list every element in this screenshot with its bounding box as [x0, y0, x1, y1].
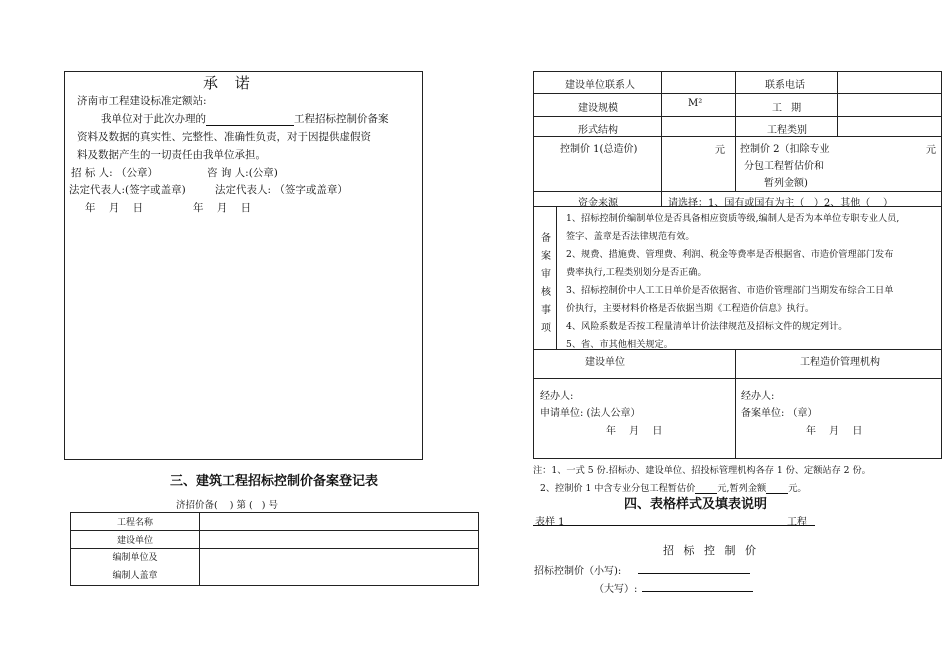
phone-label: 联系电话 — [765, 80, 805, 91]
funds-label: 资金来源 — [578, 198, 618, 209]
yuan1: 元 — [715, 145, 725, 156]
vline — [837, 71, 838, 136]
section4-heading: 四、表格样式及填表说明 — [624, 497, 768, 512]
pledge-line-3: 料及数据产生的一切责任由我单位承担。 — [77, 149, 266, 161]
price-upper-label: （大写）: — [594, 584, 638, 595]
registry-label-builder: 建设单位 — [71, 531, 200, 549]
price2-line-3: 暂列金额) — [764, 178, 808, 189]
review-char: 备 — [541, 233, 551, 244]
review-item: 5、省、市其他相关规定。 — [566, 339, 673, 350]
hline — [533, 116, 942, 117]
pledge-box — [64, 71, 423, 460]
price-lower-blank[interactable] — [638, 573, 750, 574]
bidder-seal: 招 标 人: （公章） — [71, 167, 159, 179]
vline — [556, 206, 557, 349]
review-char: 项 — [541, 323, 551, 334]
review-item: 签字、盖章是否法律规范有效。 — [566, 231, 695, 242]
hline — [533, 93, 942, 94]
hline — [533, 378, 942, 379]
sample-line — [533, 525, 815, 526]
funds-choice: 请选择：1、国有或国有为主（ ）2、其他（ ） — [668, 198, 893, 209]
vline — [735, 71, 736, 191]
scale-label: 建设规模 — [578, 103, 618, 114]
registry-heading: 三、建筑工程招标控制价备案登记表 — [170, 474, 379, 489]
review-item: 4、风险系数是否按工程量清单计价法律规范及招标文件的规定列计。 — [566, 321, 848, 332]
review-char: 案 — [541, 251, 551, 262]
date-left: 年 月 日 — [606, 426, 663, 437]
pledge-title: 承 诺 — [203, 74, 256, 92]
pledge-addressee: 济南市工程建设标准定额站: — [77, 95, 207, 107]
review-item: 1、招标控制价编制单位是否具备相应资质等级,编制人是否为本单位专职专业人员, — [566, 213, 900, 224]
price2-line-2: 分包工程暂估价和 — [744, 161, 824, 172]
price2-line-1: 控制价 2（扣除专业 — [740, 144, 830, 155]
vline — [661, 71, 662, 206]
hline — [533, 191, 942, 192]
project-name-blank — [206, 115, 294, 126]
review-item: 费率执行,工程类别划分是否正确。 — [566, 267, 707, 278]
sample-label: 表样 1 — [535, 517, 565, 528]
price1-label: 控制价 1(总造价) — [560, 144, 638, 155]
price-lower-label: 招标控制价（小写): — [534, 566, 622, 577]
registry-label-project: 工程名称 — [71, 513, 200, 531]
date-1: 年 月 日 — [85, 202, 144, 214]
legal-rep-1: 法定代表人:(签字或盖章) — [69, 184, 186, 196]
structure-label: 形式结构 — [578, 125, 618, 136]
note-1: 注：1、一式 5 份.招标办、建设单位、招投标管理机构各存 1 份、定额站存 2 份。 — [533, 465, 871, 476]
date-right: 年 月 日 — [806, 426, 863, 437]
consultant-seal: 咨 询 人:(公章) — [207, 167, 278, 179]
review-item: 3、招标控制价中人工工日单价是否依据省、市造价管理部门当期发布综合工日单 — [566, 285, 894, 296]
unit-m2: M² — [688, 98, 703, 109]
filing-label: 备案单位: （章） — [741, 408, 818, 419]
review-char: 审 — [541, 269, 551, 280]
registry-number: 济招价备( ) 第 ( ) 号 — [176, 500, 279, 511]
category-label: 工程类别 — [767, 125, 807, 136]
hline — [533, 136, 942, 137]
subtitle: 招 标 控 制 价 — [663, 544, 759, 557]
pledge-line-1: 我单位对于此次办理的 工程招标控制价备案 — [101, 113, 389, 125]
yuan2: 元 — [926, 145, 936, 156]
vline — [735, 349, 736, 459]
authority-label: 工程造价管理机构 — [800, 357, 880, 368]
legal-rep-2: 法定代表人: （签字或盖章） — [215, 184, 348, 196]
review-char: 事 — [541, 305, 551, 316]
provisional-blank — [766, 484, 788, 494]
price-upper-blank[interactable] — [642, 591, 753, 592]
review-item: 2、规费、措施费、管理费、利润、税金等费率是否根据省、市造价管理部门发布 — [566, 249, 894, 260]
date-2: 年 月 日 — [193, 202, 252, 214]
registry-value-compiler[interactable] — [200, 549, 479, 586]
builder-label: 建设单位 — [585, 357, 625, 368]
registry-value-builder[interactable] — [200, 531, 479, 549]
applicant-label: 申请单位: (法人公章） — [540, 408, 641, 419]
review-char: 核 — [541, 287, 551, 298]
registry-table — [70, 512, 479, 586]
handler-left: 经办人: — [540, 391, 574, 402]
handler-right: 经办人: — [741, 391, 775, 402]
registry-label-compiler: 编制单位及 编制人盖章 — [71, 549, 200, 586]
registry-value-project[interactable] — [200, 513, 479, 531]
note-2: 2、控制价 1 中含专业分包工程暂估价 元,暂列金额 元。 — [540, 483, 807, 494]
review-item: 价执行，主要材料价格是否依据当期《工程造价信息》执行。 — [566, 303, 815, 314]
period-label: 工 期 — [772, 103, 802, 114]
project-suffix: 工程 — [787, 517, 807, 528]
contact-label: 建设单位联系人 — [565, 80, 635, 91]
pledge-line-2: 资料及数据的真实性、完整性、准确性负责，对于因提供虚假资 — [77, 131, 371, 143]
